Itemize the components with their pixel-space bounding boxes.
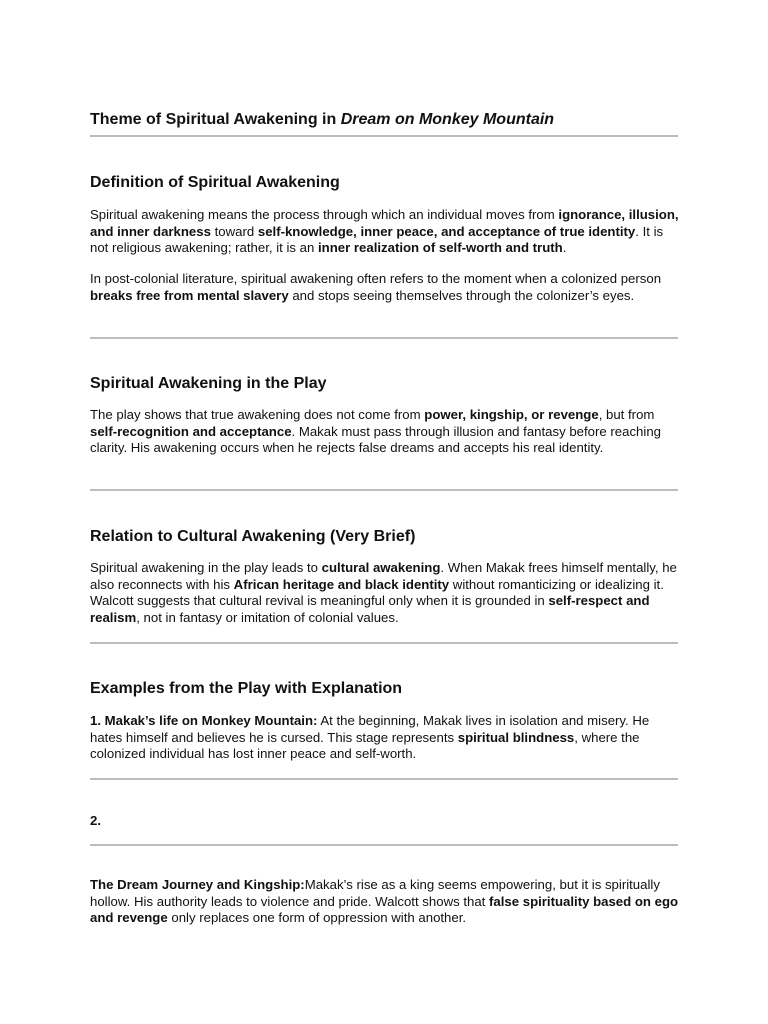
example-2-number: 2. — [90, 813, 101, 828]
divider — [90, 778, 678, 780]
definition-paragraph-1: Spiritual awakening means the process through which an individual moves from ignorance, illusion, and inner darkness toward self-knowledge, inner peace, and acceptance of true identity. It is not religious awakening; rather, it is an inner realization of self-worth and truth. — [90, 207, 679, 256]
example-2-paragraph: The Dream Journey and Kingship:Makak’s rise as a king seems empowering, but it is spiritually hollow. His authority leads to violence and pride. Walcott shows that false spirituality based on ego and revenge only replaces one form of oppression with another. — [90, 877, 679, 926]
document-title: Theme of Spiritual Awakening in Dream on Monkey Mountain — [90, 111, 555, 128]
section-heading-definition: Definition of Spiritual Awakening — [90, 174, 340, 191]
section-heading-examples: Examples from the Play with Explanation — [90, 680, 403, 697]
divider — [90, 642, 678, 644]
play-paragraph-1: The play shows that true awakening does not come from power, kingship, or revenge, but from self-recognition and acceptance. Makak must pass through illusion and fantasy before reaching clarity. His awakening occurs when he rejects false dreams and accepts his real identity. — [90, 407, 661, 456]
example-1-paragraph: 1. Makak’s life on Monkey Mountain: At the beginning, Makak lives in isolation and misery. He hates himself and believes he is cursed. This stage represents spiritual blindness, where the colonized individual has lost inner peace and self-worth. — [90, 713, 650, 762]
definition-paragraph-2: In post-colonial literature, spiritual awakening often refers to the moment when a colonized person breaks free from mental slavery and stops seeing themselves through the colonizer’s eyes. — [90, 271, 662, 303]
divider — [90, 337, 678, 339]
cultural-paragraph-1: Spiritual awakening in the play leads to cultural awakening. When Makak frees himself mentally, he also reconnects with his African heritage and black identity without romanticizing or idealizing it. Walcott suggests that cultural revival is meaningful only when it is grounded in self-respect and realism, not in fantasy or imitation of colonial values. — [90, 560, 677, 625]
divider — [90, 489, 678, 491]
section-heading-play: Spiritual Awakening in the Play — [90, 375, 327, 392]
divider — [90, 135, 678, 137]
play-title-italic: Dream on Monkey Mountain — [340, 111, 555, 128]
divider — [90, 844, 678, 846]
section-heading-cultural: Relation to Cultural Awakening (Very Brief) — [90, 528, 416, 545]
